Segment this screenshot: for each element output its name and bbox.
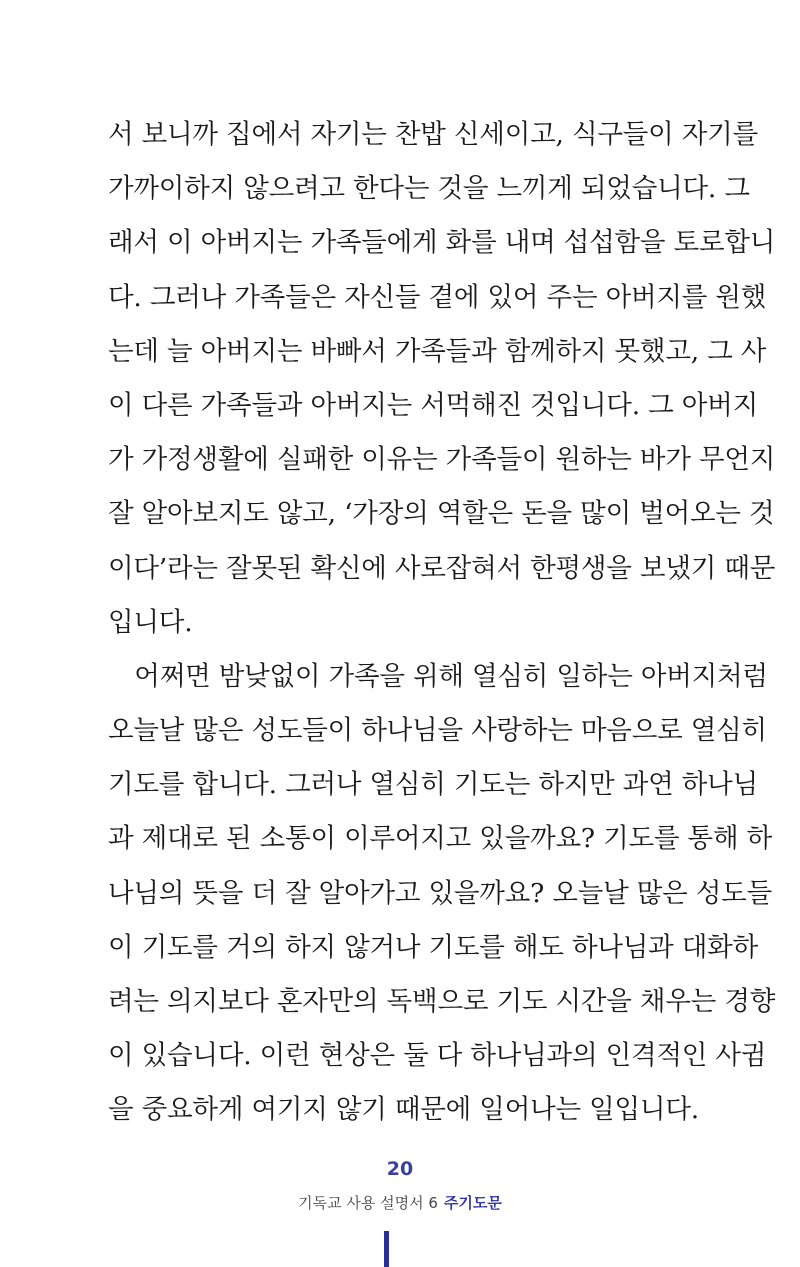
- text-line: 기도를 합니다. 그러나 열심히 기도는 하지만 과연 하나님: [108, 769, 758, 801]
- text-line: 는데 늘 아버지는 바빠서 가족들과 함께하지 못했고, 그 사: [108, 335, 767, 367]
- text-line: 려는 의지보다 혼자만의 독백으로 기도 시간을 채우는 경향: [108, 986, 776, 1017]
- text-line: 어쩌면 밤낮없이 가족을 위해 열심히 일하는 아버지처럼: [108, 660, 768, 692]
- text-line: 가 가정생활에 실패한 이유는 가족들이 원하는 바가 무언지: [108, 444, 776, 476]
- text-line: 오늘날 많은 성도들이 하나님을 사랑하는 마음으로 열심히: [108, 715, 767, 747]
- book-subtitle: 주기도문: [443, 1194, 502, 1212]
- text-line: 래서 이 아버지는 가족들에게 화를 내며 섭섭함을 토로합니: [108, 227, 776, 259]
- text-line: 잘 알아보지도 않고, ‘가장의 역할은 돈을 많이 벌어오는 것: [108, 498, 775, 530]
- text-line: 과 제대로 된 소통이 이루어지고 있을까요? 기도를 통해 하: [108, 823, 772, 855]
- text-line: 이 다른 가족들과 아버지는 서먹해진 것입니다. 그 아버지: [108, 389, 758, 421]
- text-line: 이 있습니다. 이런 현상은 둘 다 하나님과의 인격적인 사귐: [108, 1040, 767, 1072]
- footer-accent-bar: [384, 1231, 389, 1267]
- body-text: [108, 108, 776, 1138]
- series-title: 기독교 사용 설명서 6: [298, 1194, 438, 1212]
- text-line: 을 중요하게 여기지 않기 때문에 일어나는 일입니다.: [108, 1094, 699, 1126]
- text-line: 서 보니까 집에서 자기는 찬밥 신세이고, 식구들이 자기를: [108, 119, 758, 150]
- text-line: 가까이하지 않으려고 한다는 것을 느끼게 되었습니다. 그: [108, 173, 750, 205]
- text-line: 나님의 뜻을 더 잘 알아가고 있을까요? 오늘날 많은 성도들: [108, 877, 772, 909]
- text-line: 이 기도를 거의 하지 않거나 기도를 해도 하나님과 대화하: [108, 931, 758, 963]
- book-info: [0, 1192, 800, 1213]
- text-line: 이다’라는 잘못된 확신에 사로잡혀서 한평생을 보냈기 때문: [108, 552, 776, 584]
- text-line: 다. 그러나 가족들은 자신들 곁에 있어 주는 아버지를 원했: [108, 281, 767, 313]
- page-number: 20: [386, 1158, 414, 1180]
- text-line: 입니다.: [108, 606, 193, 638]
